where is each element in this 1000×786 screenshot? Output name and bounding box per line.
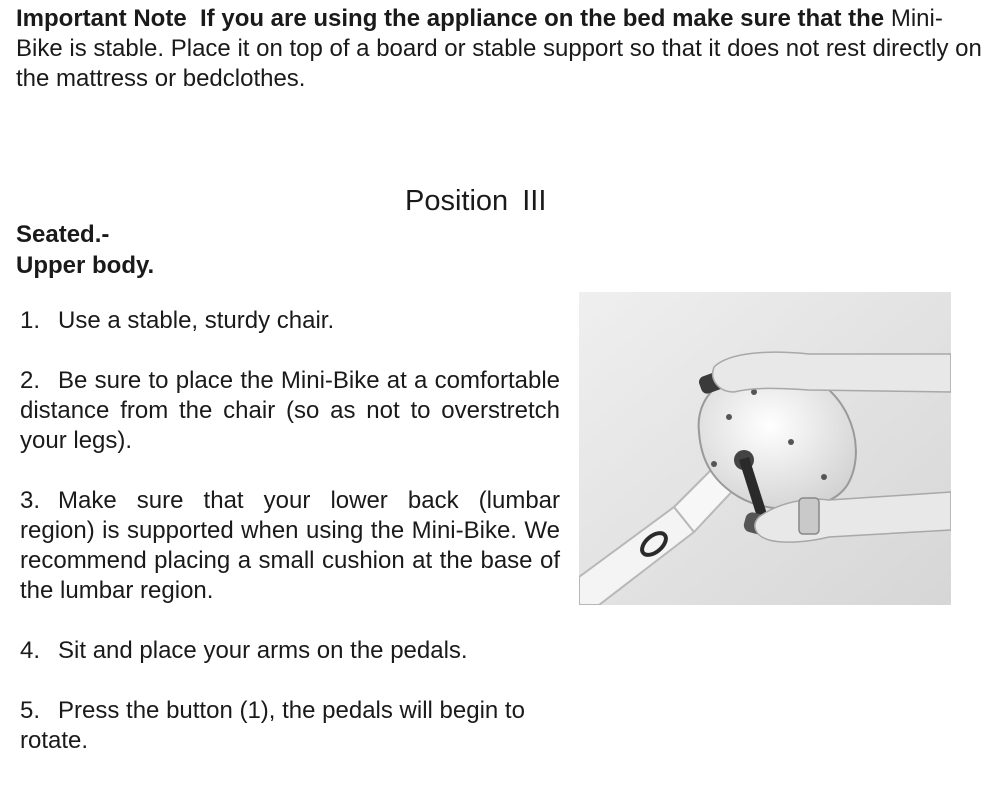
note-text: Mini-Bike is stable. Place it on top of a board or stable support so that it does not rest directly on the mattress or bedclothes. xyxy=(16,5,982,92)
step-3 xyxy=(20,486,560,606)
body-screw xyxy=(711,461,717,467)
step-number: 2. xyxy=(20,367,41,394)
body-screw xyxy=(788,439,794,445)
step-number: 5. xyxy=(20,697,41,724)
body-screw xyxy=(821,474,827,480)
wrist-watch xyxy=(799,498,819,534)
step-2 xyxy=(20,366,560,456)
step-text: Sit and place your arms on the pedals. xyxy=(58,637,468,664)
body-screw xyxy=(726,414,732,420)
note-label: Important Note xyxy=(16,5,187,32)
important-note xyxy=(16,4,986,94)
step-text: Press the button (1), the pedals will begin to rotate. xyxy=(20,697,525,754)
step-number: 4. xyxy=(20,637,41,664)
section-heading-upper-body: Upper body. xyxy=(16,252,155,279)
step-text: Use a stable, sturdy chair. xyxy=(58,307,335,334)
step-text: Make sure that your lower back (lumbar region) is supported when using the Mini-Bike. We recommend placing a small cushion at the base of the lumbar region. xyxy=(20,487,560,604)
mini-bike-photo xyxy=(579,292,951,605)
section-heading-seated: Seated.- xyxy=(16,221,110,248)
upper-arm xyxy=(713,352,951,392)
step-1 xyxy=(20,306,560,336)
position-title: Position III xyxy=(405,185,547,217)
note-bold-text: If you are using the appliance on the bed make sure that the xyxy=(200,5,885,32)
step-number: 3. xyxy=(20,487,41,514)
step-text: Be sure to place the Mini-Bike at a comfortable distance from the chair (so as not to overstretch your legs). xyxy=(20,367,560,454)
step-4 xyxy=(20,636,560,666)
step-5 xyxy=(20,696,560,756)
step-number: 1. xyxy=(20,307,41,334)
section-heading xyxy=(16,219,154,281)
steps-list xyxy=(20,306,560,786)
body-screw xyxy=(751,389,757,395)
mini-bike-illustration xyxy=(579,292,951,605)
